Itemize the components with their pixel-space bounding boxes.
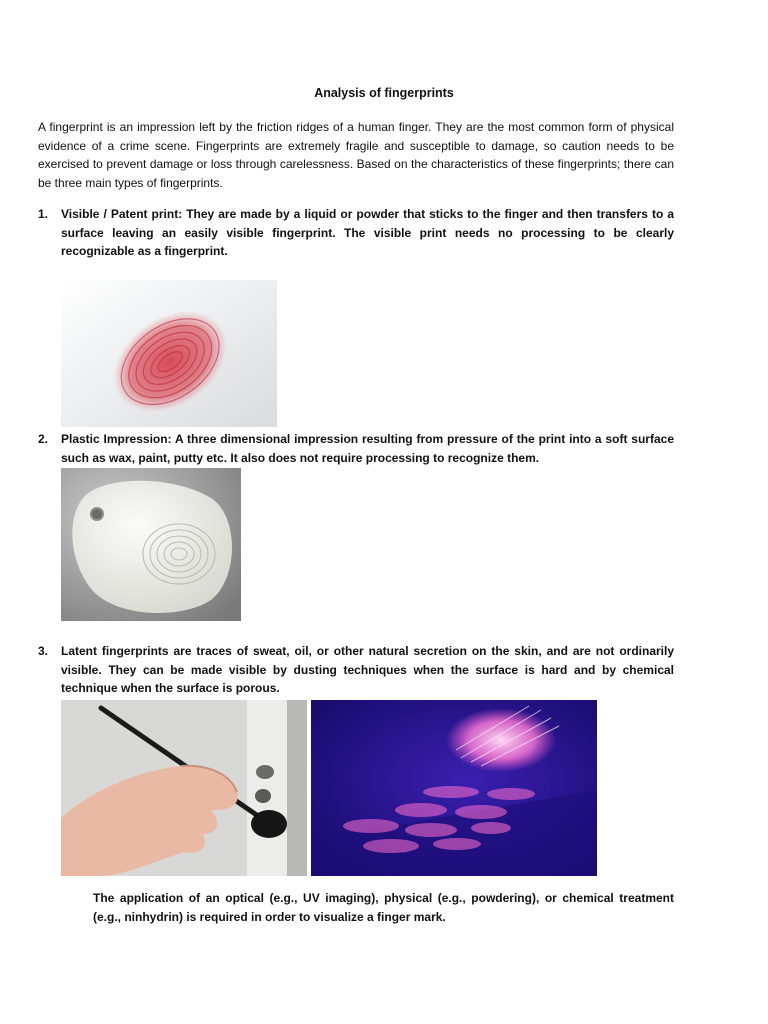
dusting-brush-photo	[61, 700, 307, 876]
list-number: 2.	[38, 432, 49, 446]
uv-light-photo	[311, 700, 597, 876]
list-text: Plastic Impression: A three dimensional impression resulting from pressure of the print into a soft surface such as wax, paint, putty etc. It also does not require processing to recognize them.	[61, 432, 674, 465]
list-text: Visible / Patent print: They are made by a liquid or powder that sticks to the finger and then transfers to a surface leaving an easily visible fingerprint. The visible print needs no processing to be clearly recognizable as a fingerprint.	[61, 207, 674, 259]
list-item-plastic-impression	[38, 430, 674, 467]
list-number: 1.	[38, 207, 49, 221]
putty-impression-photo	[61, 468, 241, 621]
list-item-latent-prints	[38, 642, 674, 698]
list-item-visible-print	[38, 205, 674, 261]
list-text: Latent fingerprints are traces of sweat, oil, or other natural secretion on the skin, and are not ordinarily visible. They can be made visible by dusting techniques when the surface is hard and by chemical technique when the surface is porous.	[61, 644, 674, 696]
red-fingerprint-photo	[61, 280, 277, 427]
visualization-note: The application of an optical (e.g., UV imaging), physical (e.g., powdering), or chemical treatment (e.g., ninhydrin) is required in order to visualize a finger mark.	[93, 891, 674, 924]
list-number: 3.	[38, 644, 49, 658]
document-title: Analysis of fingerprints	[314, 86, 454, 100]
intro-paragraph: A fingerprint is an impression left by the friction ridges of a human finger. They are the most common form of physical evidence of a crime scene. Fingerprints are extremely fragile and susceptible to damage, so caution needs to be exercised to prevent damage or loss through carelessness. Based on the characteristics of these fingerprints; there can be three main types of fingerprints.	[38, 120, 674, 190]
